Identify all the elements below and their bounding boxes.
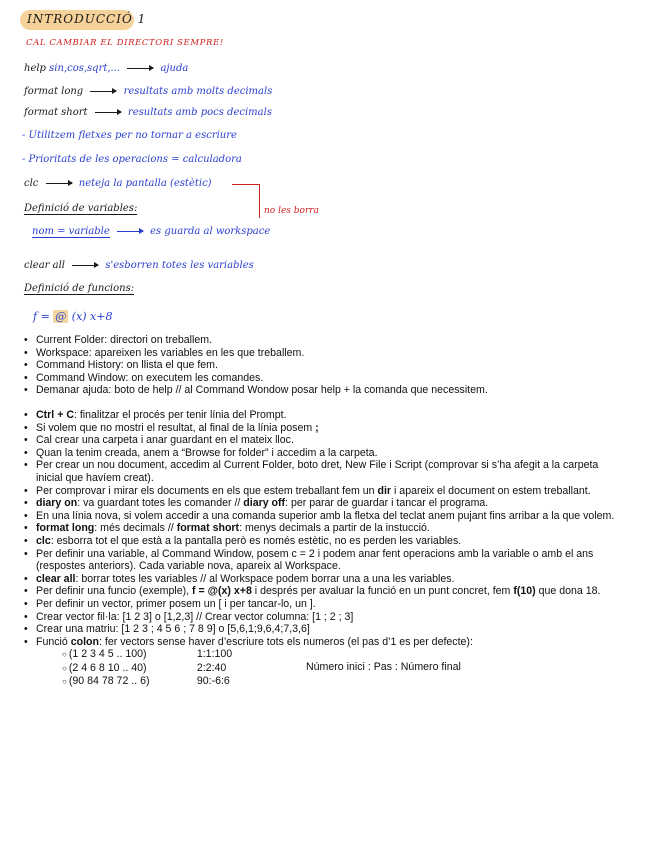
clear-all-desc: s'esborren totes les variables <box>105 260 254 271</box>
list-item: • clc: esborra tot el que està a la pantalla però es només estètic, no es perden les variables. <box>22 535 622 548</box>
help-args: sin,cos,sqrt,... <box>49 63 121 74</box>
format-short-cmd: format short <box>24 107 88 118</box>
var-def-title: Definició de variables: <box>24 203 138 214</box>
list-item: • Command Window: on executem les comandes. <box>22 372 622 385</box>
colon-example: ○ (90 84 78 72 .. 6) 90:-6:6 <box>62 675 230 688</box>
list-item: • Per definir una variable, al Command Window, posem c = 2 i podem anar fent operacions amb la variable o amb el ans (respostes anteriors). Cada variable nova, apareix al Workspace. <box>22 548 622 573</box>
var-def-expr: nom = variable <box>32 226 110 237</box>
help-desc: ajuda <box>160 63 189 74</box>
list-item: • format long: més decimals // format short: menys decimals a partir de la instucció. <box>22 522 622 535</box>
list-item: • Cal crear una carpeta i anar guardant en el mateix lloc. <box>22 434 622 447</box>
format-short-desc: resultats amb pocs decimals <box>127 107 272 118</box>
colon-examples <box>36 648 622 689</box>
priorities-note: - Prioritats de les operacions = calculadora <box>22 154 242 165</box>
bracket-side <box>259 184 260 218</box>
clc-line <box>24 178 212 189</box>
no-borra-note: no les borra <box>264 206 319 216</box>
clear-all-cmd: clear all <box>24 260 65 271</box>
notes-group-1 <box>22 334 622 397</box>
list-item: • diary on: va guardant totes les comander // diary off: per parar de guardar i tancar el programa. <box>22 497 622 510</box>
format-long-line <box>24 86 272 97</box>
arrow-icon <box>90 91 116 92</box>
func-example-lhs: f = <box>33 310 54 323</box>
list-item: • Ctrl + C: finalitzar el procés per tenir línia del Prompt. <box>22 409 622 422</box>
arrow-icon <box>95 112 121 113</box>
func-example-at: @ <box>55 310 67 323</box>
list-item: • Current Folder: directori on treballem. <box>22 334 622 347</box>
list-item: • Quan la tenim creada, anem a “Browse for folder” i accedim a la carpeta. <box>22 447 622 460</box>
clear-all-line <box>24 260 254 271</box>
bracket-top <box>232 184 260 185</box>
list-item: • Funció colon: fer vectors sense haver d’escriure tots els numeros (el pas d’1 es per defecte): ○ (1 2 3 4 5 .. 100) 1:1:100 ○ (2 4 6 8 10 .. 40) 2:2:40 ○ (90 84 78 72 .. 6) 90:-6:6 Número inici : Pas : Número final <box>22 636 622 689</box>
func-def-title: Definició de funcions: <box>24 283 135 294</box>
format-long-desc: resultats amb molts decimals <box>123 86 273 97</box>
list-item: • Per comprovar i mirar els documents en els que estem treballant fem un dir i apareix el document on estem treballant. <box>22 485 622 498</box>
help-cmd: help <box>24 63 46 74</box>
arrow-icon <box>46 183 72 184</box>
colon-example: ○ (1 2 3 4 5 .. 100) 1:1:100 <box>62 648 233 661</box>
page-title: INTRODUCCIÓ 1 <box>27 12 147 26</box>
clc-cmd: clc <box>24 178 39 189</box>
arrow-icon <box>117 231 143 232</box>
arrows-note: - Utilitzem fletxes per no tornar a escriure <box>22 130 237 141</box>
func-example-rest: (x) x+8 <box>68 310 113 323</box>
arrow-icon <box>72 265 98 266</box>
clc-desc: neteja la pantalla (estètic) <box>78 178 212 189</box>
list-item: • En una línia nova, si volem accedir a una comanda superior amb la fletxa del teclat anem pujant fins arribar a la que volem. <box>22 510 622 523</box>
arrow-icon <box>127 68 153 69</box>
list-item: • Per definir una funcio (exemple), f = @(x) x+8 i després per avaluar la funció en un punt concret, fem f(10) que dona 18. <box>22 585 622 598</box>
list-item: • Per definir un vector, primer posem un [ i per tancar-lo, un ]. <box>22 598 622 611</box>
list-item: • Workspace: apareixen les variables en les que treballem. <box>22 347 622 360</box>
list-item: • Si volem que no mostri el resultat, al final de la línia posem ; <box>22 422 622 435</box>
list-item: • Command History: on llista el que fem. <box>22 359 622 372</box>
pas-note: Número inici : Pas : Número final <box>306 660 461 673</box>
list-item: • Crear vector fil·la: [1 2 3] o [1,2,3] // Crear vector columna: [1 ; 2 ; 3] <box>22 611 622 624</box>
list-item: • clear all: borrar totes les variables // al Workspace podem borrar una a una les variables. <box>22 573 622 586</box>
format-long-cmd: format long <box>24 86 84 97</box>
var-def-desc: es guarda al workspace <box>150 226 271 237</box>
colon-example: ○ (2 4 6 8 10 .. 40) 2:2:40 <box>62 661 227 674</box>
list-item: • Crear una matriu: [1 2 3 ; 4 5 6 ; 7 8 9] o [5,6,1;9,6,4;7,3,6] <box>22 623 622 636</box>
warning-note: CAL CAMBIAR EL DIRECTORI SEMPRE! <box>26 38 224 48</box>
notes-group-2 <box>22 409 622 689</box>
list-item: • Per crear un nou document, accedim al Current Folder, boto dret, New File i Script (comprovar si s’ha afegit a la carpeta inicial que havíem creat). <box>22 459 622 484</box>
list-item: • Demanar ajuda: boto de help // al Command Wondow posar help + la comanda que necessitem. <box>22 384 622 397</box>
func-example <box>33 310 112 323</box>
format-short-line <box>24 107 272 118</box>
var-def-line <box>32 226 270 237</box>
help-line <box>24 63 188 74</box>
